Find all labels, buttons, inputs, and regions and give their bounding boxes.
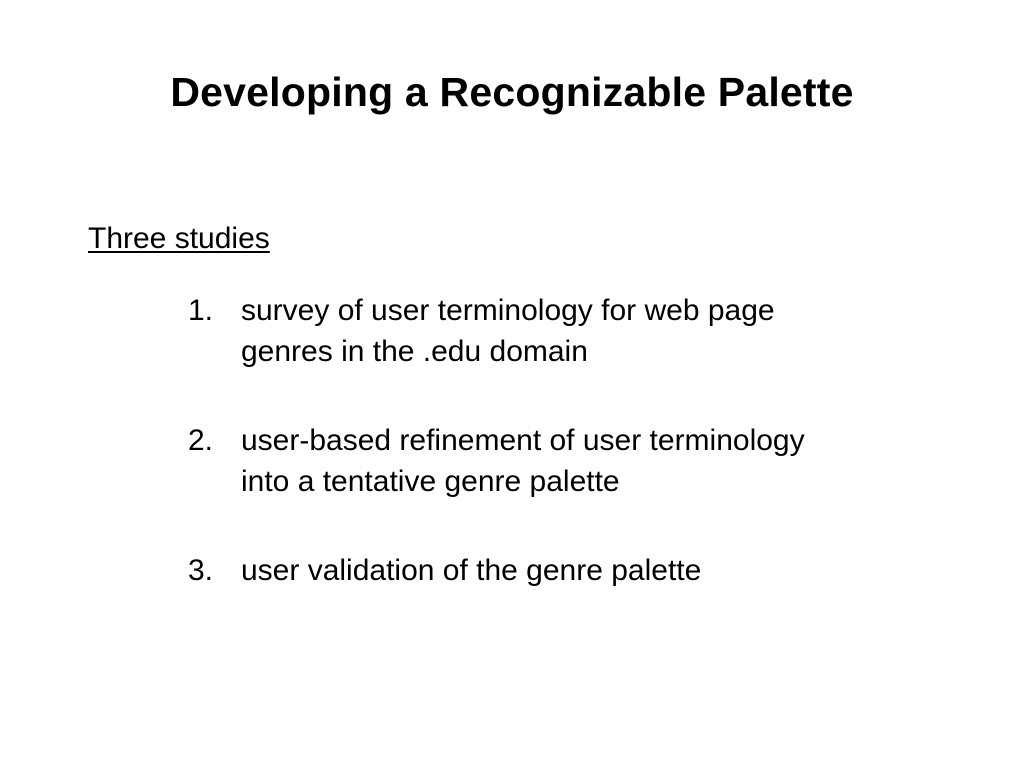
slide-title: Developing a Recognizable Palette: [170, 69, 854, 115]
list-item: [188, 420, 968, 502]
list-item-line: user validation of the genre palette: [241, 554, 702, 587]
list-item-text: [241, 420, 968, 502]
list-item: [188, 290, 968, 372]
list-item-text: [241, 290, 968, 372]
list-item-line: survey of user terminology for web page: [241, 294, 775, 327]
list-item-text: [241, 550, 968, 591]
list-item-line: genres in the .edu domain: [241, 335, 588, 368]
studies-list: [188, 290, 968, 591]
list-item-line: user-based refinement of user terminology: [241, 424, 805, 457]
list-item-number: 2.: [188, 424, 214, 457]
list-item-number: 1.: [188, 294, 214, 327]
section-heading: Three studies: [88, 222, 270, 255]
list-item-number: 3.: [188, 554, 214, 587]
list-item: [188, 550, 968, 591]
list-item-line: into a tentative genre palette: [241, 465, 620, 498]
